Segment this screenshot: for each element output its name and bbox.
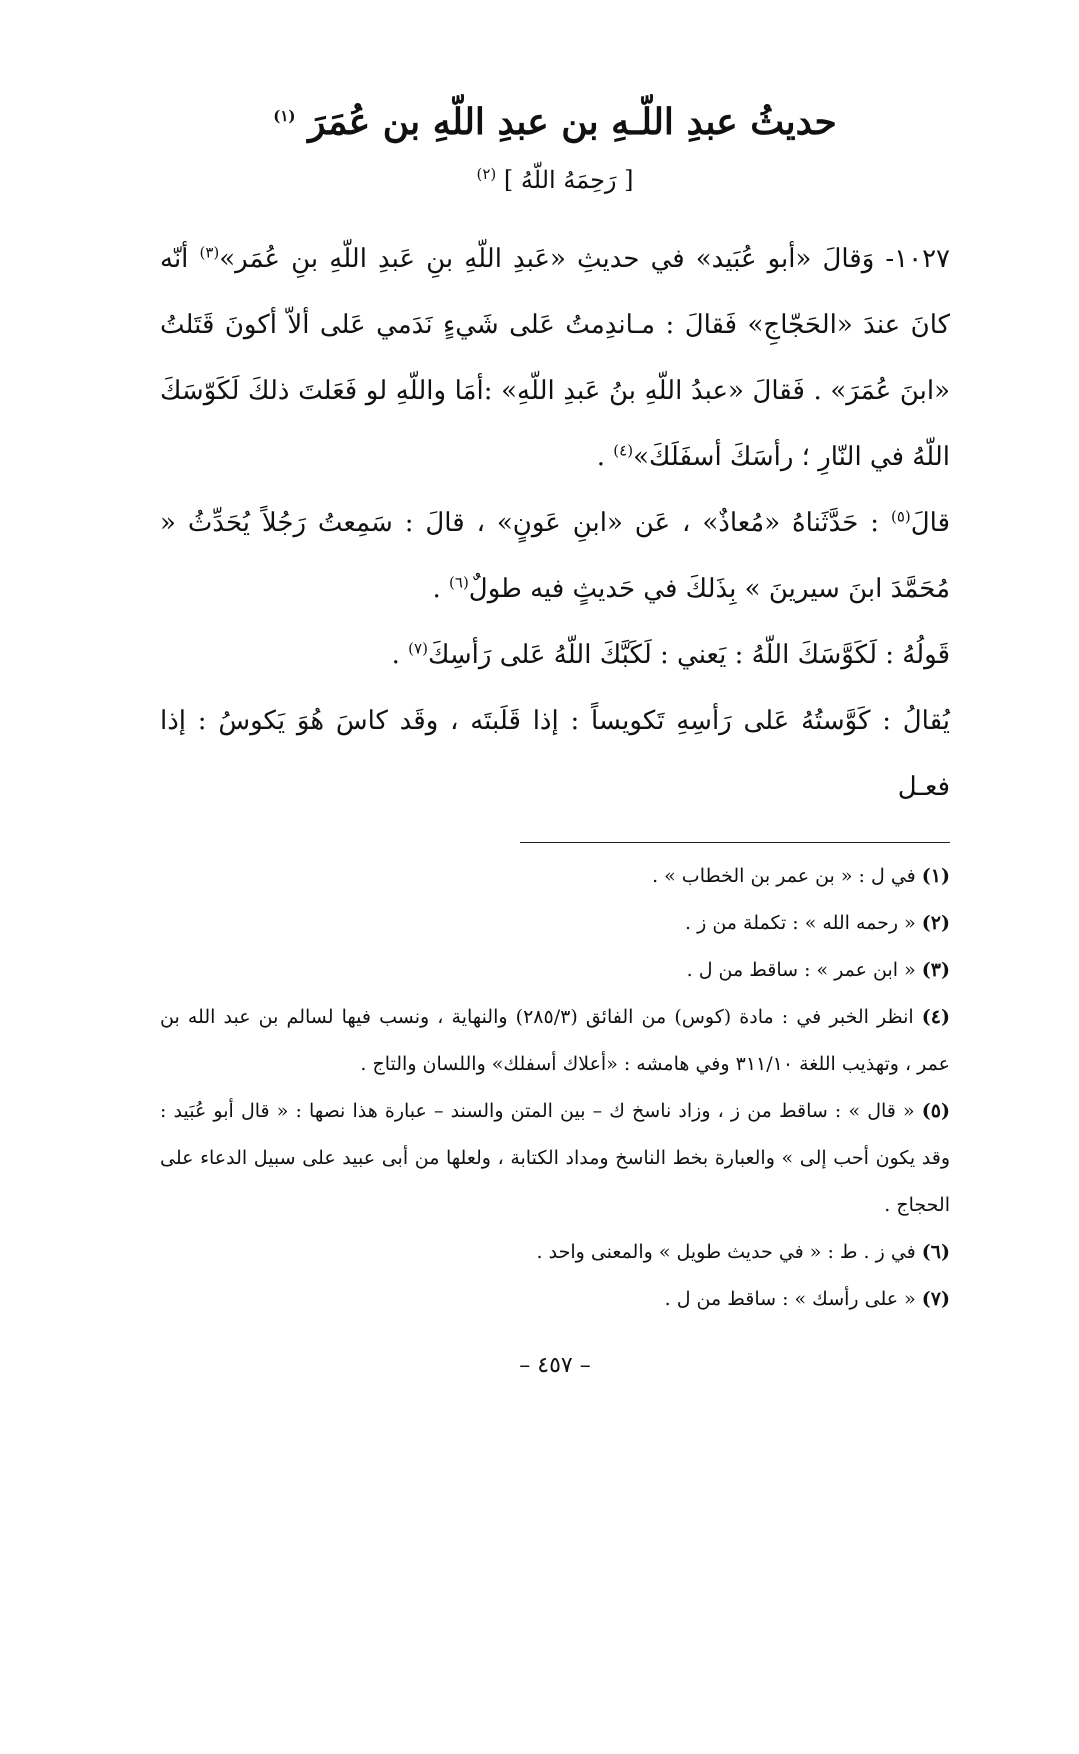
page-content [160,90,950,1378]
paragraph-end: . [391,640,409,670]
title-footnote-ref: (١) [273,107,296,125]
footnote-number: (٣) [921,959,950,981]
footnote-4 [160,994,950,1088]
body-paragraph-2 [160,490,950,622]
page-title [160,90,950,154]
body-paragraph-3 [160,622,950,688]
footnote-3 [160,947,950,994]
subtitle-text: [ رَحِمَهُ اللّهُ ] [503,166,634,194]
footnote-7 [160,1276,950,1323]
footnote-ref: (٧) [408,639,428,658]
footnote-ref: (٣) [199,243,220,262]
paragraph-text: قَولُهُ : لَكَوَّسَكَ اللّهُ : يَعني : لَكَبَّكَ اللّهُ عَلى رَأسِكَ [427,640,950,670]
body-paragraph-4 [160,688,950,820]
footnote-number: (٦) [921,1241,950,1263]
footnote-text: في ل : « بن عمر بن الخطاب » . [652,865,922,887]
footnote-text: « رحمه الله » : تكملة من ز . [685,912,922,934]
footnote-text: « ابن عمر » : ساقط من ل . [686,959,922,981]
footnote-1 [160,853,950,900]
footnote-number: (١) [921,865,950,887]
paragraph-text: قالَ [910,508,950,538]
body-paragraph-1 [160,226,950,490]
footnote-number: (٤) [921,1006,950,1028]
page-number: – ٤٥٧ – [519,1353,591,1378]
title-text: حديثُ عبدِ اللّـهِ بن عبدِ اللّهِ بن عُمَرَ [308,101,837,143]
paragraph-text: أنّه كانَ عندَ «الحَجّاجِ» فَقالَ : مـاندِمتُ عَلى شَيءٍ نَدَمي عَلى ألاّ أكونَ قَتَلتُ «ابنَ عُمَرَ» . فَقالَ «عبدُ اللّهِ بنُ عَبدِ اللّهِ» :أمَا واللّهِ لو فَعَلتَ ذلكَ لَكَوّسَكَ اللّهُ في النّارِ ؛ رأسَكَ أسفَلَكَ» [160,244,950,472]
footnote-6 [160,1229,950,1276]
footnote-text: انظر الخبر في : مادة (كوس) من الفائق (٢٨٥/٣) والنهاية ، ونسب فيها لسالم بن عبد الله بن عمر ، وتهذيب اللغة ٣١١/١٠ وفي هامشه : «أعلاك أسفلك» واللسان والتاج . [160,1006,950,1075]
footnote-text: في ز . ط : « في حديث طويل » والمعنى واحد . [536,1241,922,1263]
paragraph-text: يُقالُ : كَوَّستُهُ عَلى رَأسِهِ تَكويساً : إذا قَلَبتَه ، وقَد كاسَ هُوَ يَكوسُ : إذا فعـل [160,706,950,802]
footnote-5 [160,1088,950,1229]
footnote-number: (٢) [921,912,950,934]
footnote-2 [160,900,950,947]
footnote-ref: (٦) [449,573,469,592]
footnote-text: « على رأسك » : ساقط من ل . [664,1288,922,1310]
paragraph-end: . [596,442,614,472]
footnote-text: « قال » : ساقط من ز ، وزاد ناسخ ك – بين المتن والسند – عبارة هذا نصها : « قال أبو عُبَيد : وقد يكون أحب إلى » والعبارة بخط الناسخ ومداد الكتابة ، ولعلها من أبى عبيد على سبيل الدعاء على الحجاج . [160,1100,950,1216]
footnote-ref: (٤) [613,441,634,460]
footnote-ref: (٥) [890,507,911,526]
footnote-number: (٥) [921,1100,950,1122]
subtitle-footnote-ref: (٢) [476,165,497,183]
paragraph-text: ١٠٢٧- وَقالَ «أبو عُبَيد» في حديثِ «عَبدِ اللّهِ بنِ عَبدِ اللّهِ بنِ عُمَر» [219,244,950,274]
page-subtitle [160,160,950,200]
paragraph-text: : حَدَّثَناهُ «مُعاذٌ» ، عَن «ابنِ عَونٍ» ، قالَ : سَمِعتُ رَجُلاً يُحَدِّثُ « مُحَمَّدَ ابنَ سيرينَ » بِذَلكَ في حَديثٍ فيه طولٌ [160,508,950,604]
footnote-number: (٧) [921,1288,950,1310]
paragraph-end: . [432,574,450,604]
footnote-divider [520,842,950,843]
